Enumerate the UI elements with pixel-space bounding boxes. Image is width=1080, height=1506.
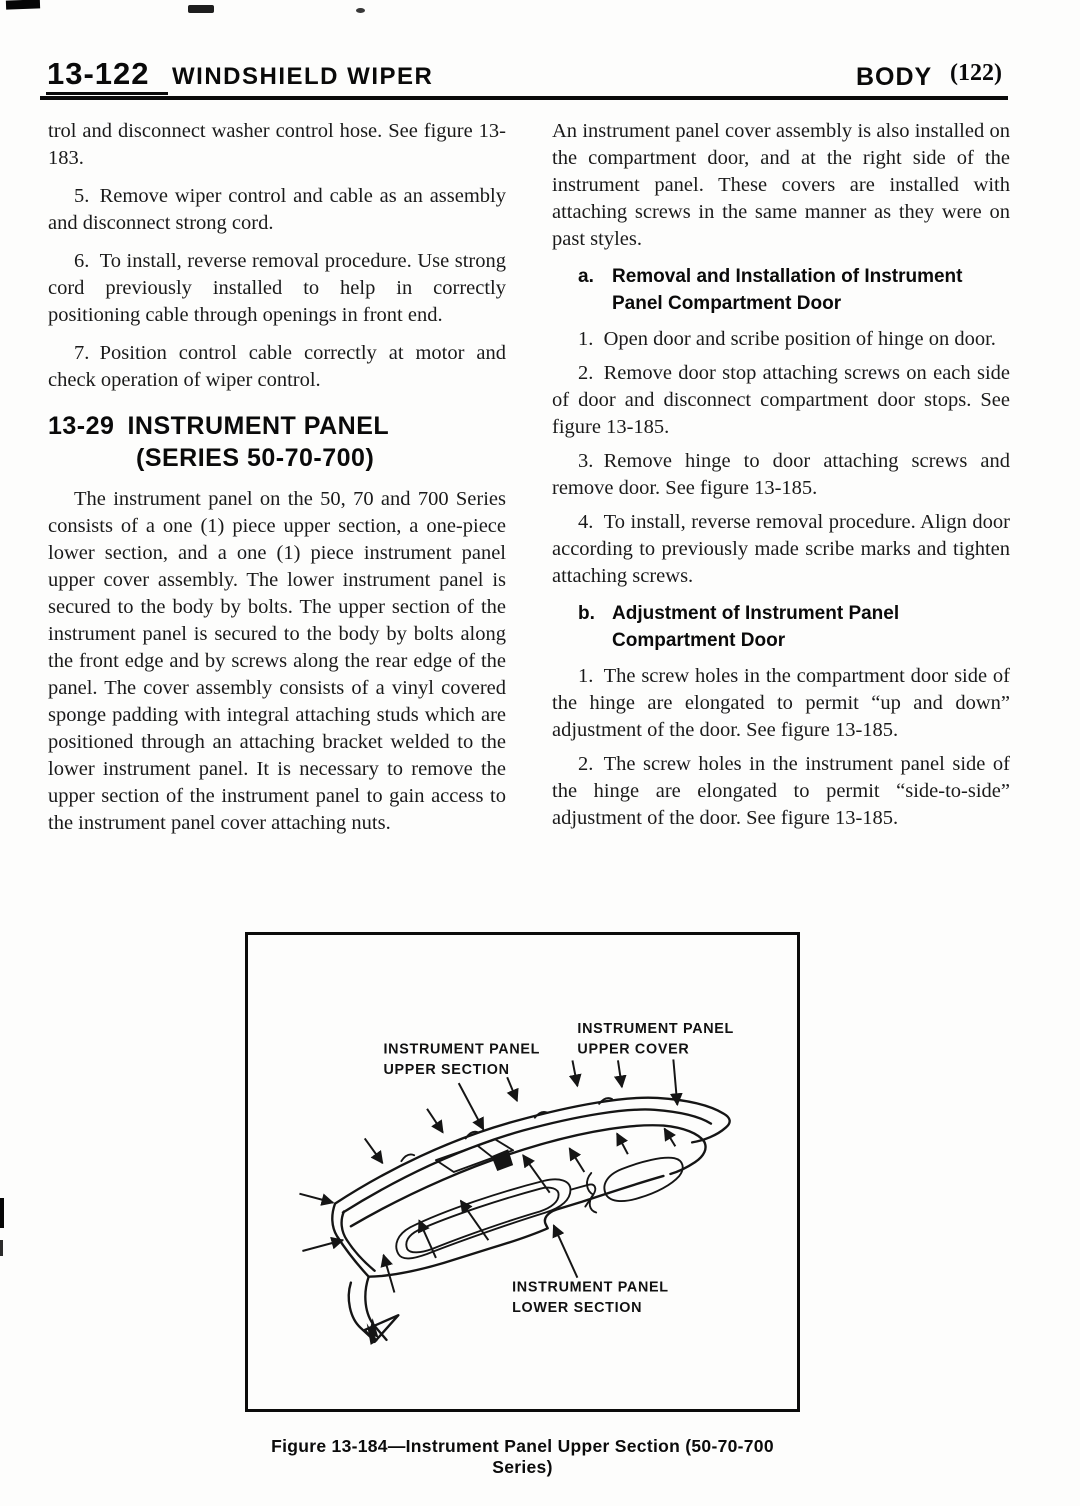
header-rule-accent [46,92,168,95]
header-rule [40,96,1008,100]
step-paragraph: 6. To install, reverse removal procedure. Use strong cord previously installed to help in correctly positioning cable through openings in front end. [48,250,506,326]
body-paragraph: An instrument panel cover assembly is also installed on the compartment door, and at the right side of the instrument panel. These covers are installed with attaching screws in the same manner as they were on past styles. [552,120,1010,250]
page-number: (122) [950,60,1002,86]
subsection-a-heading [552,263,1010,317]
section-heading-line2: (SERIES 50-70-700) [136,444,375,472]
step-paragraph: 4. To install, reverse removal procedure. Align door according to previously made scribe marks and tighten attaching screws. [552,511,1010,587]
body-paragraph: The instrument panel on the 50, 70 and 700 Series consists of a one (1) piece upper section, a one-piece lower section, and a one (1) piece instrument panel upper cover assembly. The lower instrument panel is secured to the body by bolts. The upper section of the instrument panel is secured to the body by bolts along the front edge and by screws along the rear edge of the panel. The cover assembly consists of a vinyl covered sponge padding with integral attaching studs which are positioned through an attaching bracket welded to the lower instrument panel. It is necessary to remove the upper section of the instrument panel to gain access to the instrument panel cover attaching nuts. [48,488,506,834]
figure-caption: Figure 13-184—Instrument Panel Upper Section (50-70-700 Series) [271,1436,774,1477]
step-paragraph: 3. Remove hinge to door attaching screws and remove door. See figure 13-185. [552,450,1010,499]
subsection-title: Removal and Installation of Instrument Panel Compartment Door [612,266,963,314]
instrument-panel-diagram [248,935,797,1409]
step-paragraph: 2. Remove door stop attaching screws on each side of door and disconnect compartment door stops. See figure 13-185. [552,362,1010,438]
upper-section-label-line2: UPPER SECTION [383,1062,510,1079]
section-heading-line1: 13-29 INSTRUMENT PANEL [48,412,390,440]
section-heading [48,410,506,474]
step-paragraph: 1. The screw holes in the compartment door side of the hinge are elongated to permit “up and down” adjustment of the door. See figure 13-185. [552,665,1010,741]
lower-section-label-line2: LOWER SECTION [512,1300,643,1317]
label-leader-lines [459,1059,678,1277]
upper-cover-label-line2: UPPER COVER [577,1041,690,1058]
step-paragraph: 7. Position control cable correctly at motor and check operation of wiper control. [48,342,506,391]
upper-section-label-line1: INSTRUMENT PANEL [383,1041,541,1058]
subsection-title: Adjustment of Instrument Panel Compartment Door [612,603,900,651]
subsection-marker: b. [578,603,595,624]
right-column [552,118,1010,839]
figure-13-184 [245,932,800,1412]
scan-artifact [356,8,365,13]
continuation-paragraph: trol and disconnect washer control hose. See figure 13-183. [48,120,506,169]
scan-artifact [6,0,40,10]
step-paragraph: 1. Open door and scribe position of hinge on door. [578,328,996,350]
section-title: WINDSHIELD WIPER [172,63,434,90]
scan-artifact [188,5,214,13]
scan-artifact [0,1240,3,1256]
section-number: 13-122 [47,56,150,91]
scan-artifact [0,1198,4,1228]
step-paragraph: 5. Remove wiper control and cable as an assembly and disconnect strong cord. [48,185,506,234]
subsection-marker: a. [578,266,594,287]
upper-cover-label-line1: INSTRUMENT PANEL [577,1020,735,1037]
left-column [48,118,506,848]
running-title: BODY [856,63,933,91]
callout-arrows [299,1060,675,1292]
step-paragraph: 2. The screw holes in the instrument panel side of the hinge are elongated to permit “side-to-side” adjustment of the door. See figure 13-185. [552,753,1010,829]
subsection-b-heading [552,600,1010,654]
lower-section-label-line1: INSTRUMENT PANEL [512,1279,669,1296]
